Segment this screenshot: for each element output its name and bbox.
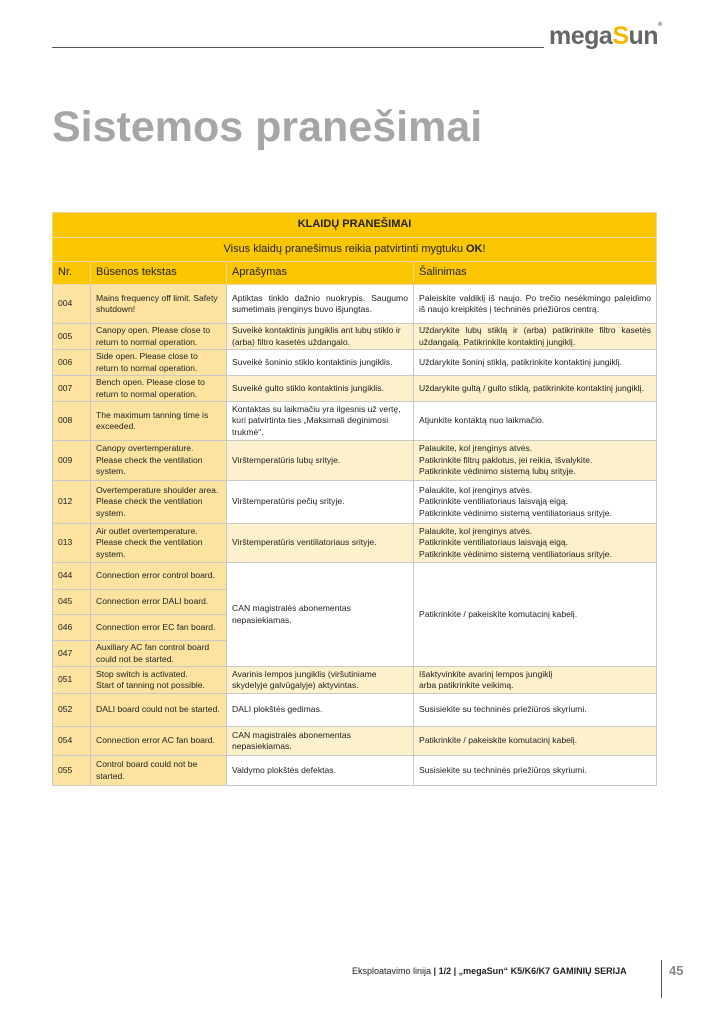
table-row [53,350,657,376]
cell-status: Stop switch is activated. Start of tanning not possible. [91,667,227,694]
cell-remedy: Susisiekite su techninės priežiūros skyriumi. [414,694,657,727]
cell-remedy: Atjunkite kontaktą nuo laikmačio. [414,402,657,441]
cell-nr: 045 [53,590,91,615]
table-row [53,756,657,786]
cell-description: Virštemperatūris lubų srityje. [227,441,414,481]
table-row [53,694,657,727]
footer-divider [661,960,662,998]
cell-nr: 009 [53,441,91,481]
cell-nr: 012 [53,481,91,524]
cell-status: Bench open. Please close to return to normal operation. [91,376,227,402]
col-header-remedy: Šalinimas [414,262,657,285]
cell-nr: 054 [53,727,91,756]
error-messages-table [52,212,657,786]
table-subtitle: Visus klaidų pranešimus reikia patvirtinti mygtuku OK! [53,238,657,262]
cell-description: Suveikė šoninio stiklo kontaktinis jungiklis. [227,350,414,376]
page-number: 45 [669,963,684,978]
cell-status: Connection error AC fan board. [91,727,227,756]
cell-status: Overtemperature shoulder area. Please check the ventilation system. [91,481,227,524]
cell-nr: 044 [53,563,91,590]
megasun-logo: megaSun® [549,22,662,50]
cell-status: Control board could not be started. [91,756,227,786]
cell-status: Canopy open. Please close to return to normal operation. [91,324,227,350]
cell-status: Side open. Please close to return to normal operation. [91,350,227,376]
header-rule [52,47,544,48]
cell-nr: 013 [53,524,91,563]
cell-status: Air outlet overtemperature. Please check the ventilation system. [91,524,227,563]
cell-status: DALI board could not be started. [91,694,227,727]
cell-description: DALI plokštės gedimas. [227,694,414,727]
table-row [53,441,657,481]
cell-nr: 006 [53,350,91,376]
cell-remedy: Patikrinkite / pakeiskite komutacinį kabelį. [414,563,657,667]
cell-status: Connection error EC fan board. [91,615,227,641]
page-title: Sistemos pranešimai [52,103,483,151]
cell-remedy: Uždarykite lubų stiklą ir (arba) patikrinkite filtro kasetės uždangalą. Patikrinkite kontaktinį jungiklį. [414,324,657,350]
cell-remedy: Uždarykite gultą / gulto stiklą, patikrinkite kontaktinį jungiklį. [414,376,657,402]
col-header-description: Aprašymas [227,262,414,285]
table-row [53,376,657,402]
cell-nr: 005 [53,324,91,350]
cell-status: Auxiliary AC fan control board could not be started. [91,641,227,667]
cell-remedy: Patikrinkite / pakeiskite komutacinį kabelį. [414,727,657,756]
cell-description: Suveikė kontaktinis jungiklis ant lubų stiklo ir (arba) filtro kasetės uždangalo. [227,324,414,350]
cell-description: CAN magistralės abonementas nepasiekiamas. [227,563,414,667]
cell-status: Connection error DALI board. [91,590,227,615]
cell-description: Aptiktas tinklo dažnio nuokrypis. Saugumo sumetimais įrenginys buvo išjungtas. [227,285,414,324]
cell-remedy: Palaukite, kol įrenginys atvės. Patikrinkite filtrų paklotus, jei reikia, išvalykite. Patikrinkite vėdinimo sistemą lubų srityje. [414,441,657,481]
table-row [53,524,657,563]
cell-remedy: Palaukite, kol įrenginys atvės. Patikrinkite ventiliatoriaus laisvąją eigą. Patikrinkite vėdinimo sistemą ventiliatoriaus srityje. [414,481,657,524]
col-header-status: Būsenos tekstas [91,262,227,285]
cell-remedy: Susisiekite su techninės priežiūros skyriumi. [414,756,657,786]
cell-remedy: Paleiskite valdiklį iš naujo. Po trečio nesėkmingo paleidimo iš naujo kreipkitės į techninės priežiūros centrą. [414,285,657,324]
table-row [53,667,657,694]
cell-nr: 004 [53,285,91,324]
cell-status: Canopy overtemperature. Please check the ventilation system. [91,441,227,481]
cell-nr: 046 [53,615,91,641]
cell-nr: 052 [53,694,91,727]
table-row [53,481,657,524]
table-row [53,324,657,350]
cell-status: Mains frequency off limit. Safety shutdown! [91,285,227,324]
cell-description: Valdymo plokštės defektas. [227,756,414,786]
cell-description: Virštemperatūris ventiliatoriaus srityje. [227,524,414,563]
cell-description: Virštemperatūris pečių srityje. [227,481,414,524]
table-row [53,402,657,441]
footer-text: Eksploatavimo linija | 1/2 | „megaSun“ K5/K6/K7 GAMINIŲ SERIJA [352,966,627,976]
cell-description: CAN magistralės abonementas nepasiekiamas. [227,727,414,756]
col-header-nr: Nr. [53,262,91,285]
cell-status: The maximum tanning time is exceeded. [91,402,227,441]
cell-nr: 051 [53,667,91,694]
cell-remedy: Uždarykite šoninį stiklą, patikrinkite kontaktinį jungiklį. [414,350,657,376]
table-title: KLAIDŲ PRANEŠIMAI [53,213,657,238]
cell-description: Kontaktas su laikmačiu yra ilgesnis už vertę, kuri patvirtinta ties „Maksimali deginimosi trukmė“. [227,402,414,441]
cell-nr: 055 [53,756,91,786]
cell-nr: 008 [53,402,91,441]
cell-remedy: Išaktyvinkite avarinį lempos jungiklį arba patikrinkite veikimą. [414,667,657,694]
cell-status: Connection error control board. [91,563,227,590]
table-row [53,285,657,324]
cell-description: Suveikė gulto stiklo kontaktinis jungiklis. [227,376,414,402]
cell-nr: 007 [53,376,91,402]
cell-remedy: Palaukite, kol įrenginys atvės. Patikrinkite ventiliatoriaus laisvąją eigą. Patikrinkite vėdinimo sistemą ventiliatoriaus srityje. [414,524,657,563]
table-row [53,563,657,590]
cell-nr: 047 [53,641,91,667]
table-row [53,727,657,756]
cell-description: Avarinis lempos jungiklis (viršutiniame skydelyje galvūgalyje) aktyvintas. [227,667,414,694]
